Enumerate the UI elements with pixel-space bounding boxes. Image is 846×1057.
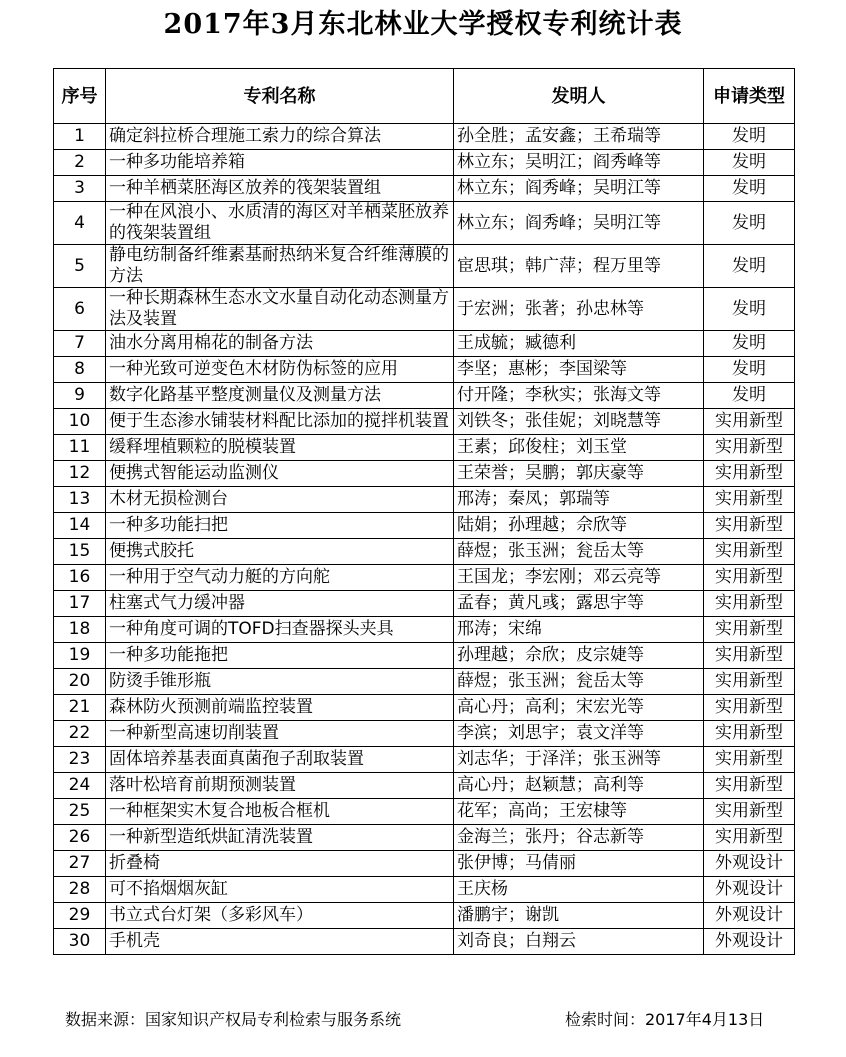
- inventors: 王庆杨: [454, 877, 704, 903]
- row-number: 17: [54, 591, 106, 617]
- patent-name: 静电纺制备纤维素基耐热纳米复合纤维薄膜的方法: [106, 245, 454, 288]
- row-number: 4: [54, 202, 106, 245]
- application-type: 发明: [704, 357, 795, 383]
- row-number: 28: [54, 877, 106, 903]
- table-row: [54, 825, 795, 851]
- application-type: 发明: [704, 331, 795, 357]
- row-number: 19: [54, 643, 106, 669]
- application-type: 外观设计: [704, 851, 795, 877]
- inventors: 高心丹；高利；宋宏光等: [454, 695, 704, 721]
- application-type: 发明: [704, 288, 795, 331]
- application-type: 实用新型: [704, 773, 795, 799]
- inventors: 花军；高尚；王宏棣等: [454, 799, 704, 825]
- inventors: 薛煜；张玉洲；瓮岳太等: [454, 669, 704, 695]
- application-type: 实用新型: [704, 565, 795, 591]
- application-type: 实用新型: [704, 435, 795, 461]
- patent-name: 固体培养基表面真菌孢子刮取装置: [106, 747, 454, 773]
- patent-name: 落叶松培育前期预测装置: [106, 773, 454, 799]
- application-type: 发明: [704, 202, 795, 245]
- inventors: 孙全胜；孟安鑫；王希瑞等: [454, 124, 704, 150]
- patent-name: 一种用于空气动力艇的方向舵: [106, 565, 454, 591]
- row-number: 13: [54, 487, 106, 513]
- table-row: [54, 799, 795, 825]
- row-number: 10: [54, 409, 106, 435]
- column-header-inventors: 发明人: [454, 69, 704, 124]
- table-row: [54, 929, 795, 955]
- row-number: 26: [54, 825, 106, 851]
- application-type: 实用新型: [704, 617, 795, 643]
- inventors: 高心丹；赵颖慧；高利等: [454, 773, 704, 799]
- inventors: 宦思琪；韩广萍；程万里等: [454, 245, 704, 288]
- table-row: [54, 357, 795, 383]
- patent-name: 便于生态渗水铺装材料配比添加的搅拌机装置: [106, 409, 454, 435]
- table-row: [54, 331, 795, 357]
- patent-name: 可不掐烟烟灰缸: [106, 877, 454, 903]
- patent-name: 一种新型造纸烘缸清洗装置: [106, 825, 454, 851]
- application-type: 实用新型: [704, 799, 795, 825]
- column-header-number: 序号: [54, 69, 106, 124]
- row-number: 25: [54, 799, 106, 825]
- inventors: 王素；邱俊柱；刘玉堂: [454, 435, 704, 461]
- row-number: 8: [54, 357, 106, 383]
- patent-name: 书立式台灯架（多彩风车）: [106, 903, 454, 929]
- patent-name: 油水分离用棉花的制备方法: [106, 331, 454, 357]
- application-type: 实用新型: [704, 695, 795, 721]
- application-type: 外观设计: [704, 877, 795, 903]
- column-header-application-type: 申请类型: [704, 69, 795, 124]
- row-number: 18: [54, 617, 106, 643]
- application-type: 实用新型: [704, 669, 795, 695]
- row-number: 24: [54, 773, 106, 799]
- table-row: [54, 513, 795, 539]
- patent-name: 便携式胶托: [106, 539, 454, 565]
- inventors: 邢涛；宋绵: [454, 617, 704, 643]
- table-row: [54, 176, 795, 202]
- patent-table: [53, 68, 795, 955]
- application-type: 发明: [704, 245, 795, 288]
- application-type: 实用新型: [704, 721, 795, 747]
- patent-name: 柱塞式气力缓冲器: [106, 591, 454, 617]
- row-number: 1: [54, 124, 106, 150]
- application-type: 实用新型: [704, 461, 795, 487]
- patent-name: 一种多功能扫把: [106, 513, 454, 539]
- row-number: 5: [54, 245, 106, 288]
- data-source-note: 数据来源：国家知识产权局专利检索与服务系统: [65, 1010, 402, 1029]
- row-number: 6: [54, 288, 106, 331]
- patent-name: 缓释埋植颗粒的脱模装置: [106, 435, 454, 461]
- inventors: 刘志华；于泽洋；张玉洲等: [454, 747, 704, 773]
- row-number: 30: [54, 929, 106, 955]
- inventors: 林立东；吴明江；阎秀峰等: [454, 150, 704, 176]
- inventors: 李坚；惠彬；李国梁等: [454, 357, 704, 383]
- application-type: 实用新型: [704, 825, 795, 851]
- inventors: 孙理越；佘欣；皮宗婕等: [454, 643, 704, 669]
- table-row: [54, 877, 795, 903]
- row-number: 15: [54, 539, 106, 565]
- patent-name: 一种在风浪小、水质清的海区对羊栖菜胚放养的筏架装置组: [106, 202, 454, 245]
- table-row: [54, 409, 795, 435]
- table-row: [54, 150, 795, 176]
- row-number: 16: [54, 565, 106, 591]
- table-header-row: [54, 69, 795, 124]
- application-type: 实用新型: [704, 539, 795, 565]
- application-type: 实用新型: [704, 747, 795, 773]
- patent-name: 一种多功能培养箱: [106, 150, 454, 176]
- table-row: [54, 245, 795, 288]
- table-row: [54, 669, 795, 695]
- patent-name: 一种多功能拖把: [106, 643, 454, 669]
- table-row: [54, 435, 795, 461]
- column-header-patent-name: 专利名称: [106, 69, 454, 124]
- inventors: 刘奇良；白翔云: [454, 929, 704, 955]
- table-row: [54, 617, 795, 643]
- patent-name: 确定斜拉桥合理施工索力的综合算法: [106, 124, 454, 150]
- row-number: 7: [54, 331, 106, 357]
- patent-name: 森林防火预测前端监控装置: [106, 695, 454, 721]
- patent-name: 一种羊栖菜胚海区放养的筏架装置组: [106, 176, 454, 202]
- table-row: [54, 695, 795, 721]
- table-row: [54, 643, 795, 669]
- application-type: 实用新型: [704, 591, 795, 617]
- inventors: 陆娟；孙理越；佘欣等: [454, 513, 704, 539]
- table-row: [54, 773, 795, 799]
- application-type: 发明: [704, 150, 795, 176]
- inventors: 王成毓；臧德利: [454, 331, 704, 357]
- patent-name: 一种角度可调的TOFD扫查器探头夹具: [106, 617, 454, 643]
- row-number: 11: [54, 435, 106, 461]
- row-number: 2: [54, 150, 106, 176]
- page-title: 2017年3月东北林业大学授权专利统计表: [163, 9, 683, 40]
- application-type: 发明: [704, 176, 795, 202]
- row-number: 9: [54, 383, 106, 409]
- inventors: 邢涛；秦凤；郭瑞等: [454, 487, 704, 513]
- table-row: [54, 851, 795, 877]
- row-number: 29: [54, 903, 106, 929]
- table-row: [54, 747, 795, 773]
- patent-name: 木材无损检测台: [106, 487, 454, 513]
- row-number: 12: [54, 461, 106, 487]
- patent-name: 手机壳: [106, 929, 454, 955]
- table-row: [54, 487, 795, 513]
- table-row: [54, 124, 795, 150]
- table-row: [54, 721, 795, 747]
- row-number: 20: [54, 669, 106, 695]
- patent-name: 便携式智能运动监测仪: [106, 461, 454, 487]
- inventors: 李滨；刘思宇；袁文洋等: [454, 721, 704, 747]
- row-number: 21: [54, 695, 106, 721]
- row-number: 22: [54, 721, 106, 747]
- inventors: 于宏洲；张著；孙忠林等: [454, 288, 704, 331]
- table-row: [54, 565, 795, 591]
- application-type: 实用新型: [704, 513, 795, 539]
- row-number: 14: [54, 513, 106, 539]
- inventors: 薛煜；张玉洲；瓮岳太等: [454, 539, 704, 565]
- application-type: 实用新型: [704, 643, 795, 669]
- application-type: 发明: [704, 124, 795, 150]
- table-row: [54, 461, 795, 487]
- patent-name: 折叠椅: [106, 851, 454, 877]
- patent-name: 防烫手锥形瓶: [106, 669, 454, 695]
- table-row: [54, 591, 795, 617]
- application-type: 外观设计: [704, 903, 795, 929]
- row-number: 27: [54, 851, 106, 877]
- application-type: 实用新型: [704, 409, 795, 435]
- inventors: 王国龙；李宏刚；邓云亮等: [454, 565, 704, 591]
- inventors: 林立东；阎秀峰；吴明江等: [454, 176, 704, 202]
- inventors: 刘铁冬；张佳妮；刘晓慧等: [454, 409, 704, 435]
- patent-name: 一种光致可逆变色木材防伪标签的应用: [106, 357, 454, 383]
- patent-name: 数字化路基平整度测量仪及测量方法: [106, 383, 454, 409]
- table-row: [54, 539, 795, 565]
- inventors: 付开隆；李秋实；张海文等: [454, 383, 704, 409]
- inventors: 金海兰；张丹；谷志新等: [454, 825, 704, 851]
- inventors: 潘鹏宇；谢凯: [454, 903, 704, 929]
- inventors: 林立东；阎秀峰；吴明江等: [454, 202, 704, 245]
- row-number: 3: [54, 176, 106, 202]
- row-number: 23: [54, 747, 106, 773]
- table-row: [54, 288, 795, 331]
- patent-name: 一种长期森林生态水文水量自动化动态测量方法及装置: [106, 288, 454, 331]
- application-type: 实用新型: [704, 487, 795, 513]
- patent-name: 一种框架实木复合地板合框机: [106, 799, 454, 825]
- table-row: [54, 202, 795, 245]
- table-row: [54, 383, 795, 409]
- inventors: 王荣誉；吴鹏；郭庆豪等: [454, 461, 704, 487]
- patent-name: 一种新型高速切削装置: [106, 721, 454, 747]
- retrieval-date-note: 检索时间：2017年4月13日: [565, 1010, 765, 1029]
- application-type: 外观设计: [704, 929, 795, 955]
- application-type: 发明: [704, 383, 795, 409]
- inventors: 孟春；黄凡彧；露思宇等: [454, 591, 704, 617]
- inventors: 张伊博；马倩丽: [454, 851, 704, 877]
- table-body: [54, 124, 795, 955]
- table-row: [54, 903, 795, 929]
